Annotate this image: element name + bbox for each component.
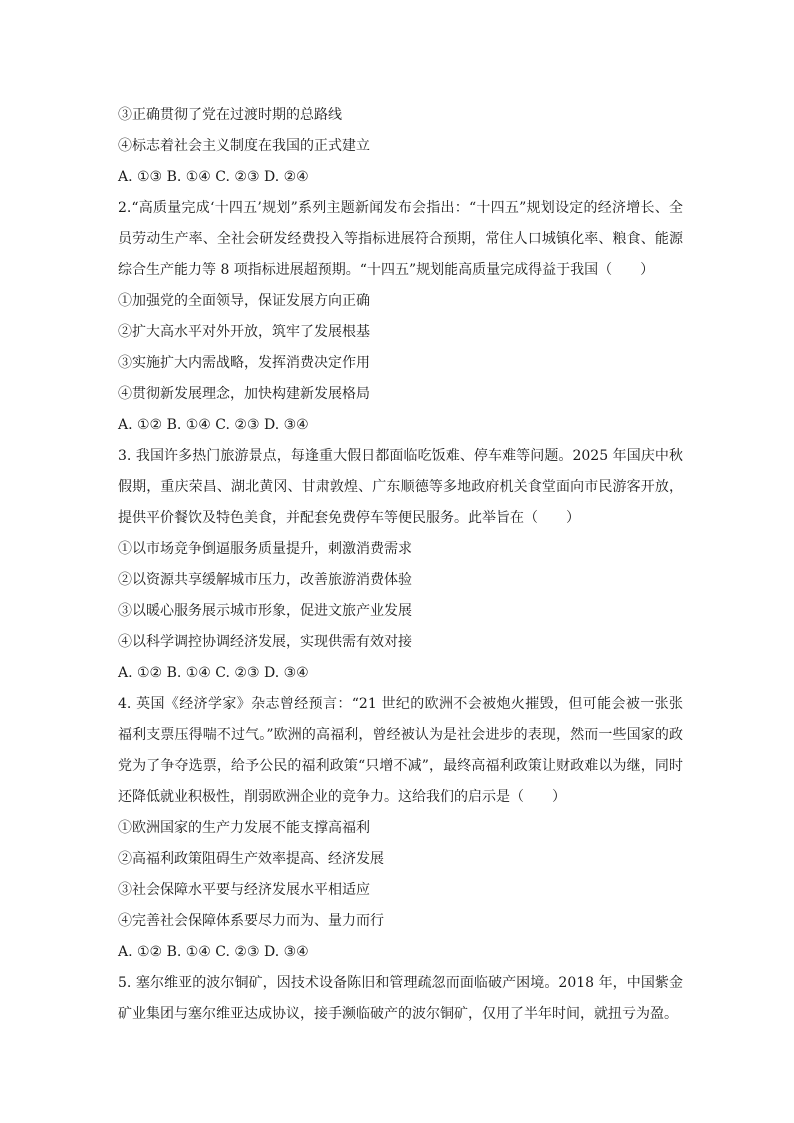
q3-option-4: ④以科学调控协调经济发展，实现供需有效对接	[118, 634, 412, 650]
q3-option-2: ②以资源共享缓解城市压力，改善旅游消费体验	[118, 572, 412, 588]
q1-answer-choices: A. ①③ B. ①④ C. ②③ D. ②④	[118, 169, 309, 185]
q4-option-1: ①欧洲国家的生产力发展不能支撑高福利	[118, 820, 370, 836]
q2-option-1: ①加强党的全面领导，保证发展方向正确	[118, 293, 370, 309]
q1-option-4: ④标志着社会主义制度在我国的正式建立	[118, 138, 370, 154]
question-5	[118, 968, 683, 1030]
exam-page	[118, 100, 683, 1030]
q3-option-1: ①以市场竞争倒逼服务质量提升，刺激消费需求	[118, 541, 412, 557]
question-1-tail	[118, 100, 683, 193]
q4-option-4: ④完善社会保障体系要尽力而为、量力而行	[118, 913, 384, 929]
q3-answer-choices: A. ①② B. ①④ C. ②③ D. ③④	[118, 665, 309, 681]
q2-stem: 2.“高质量完成‘十四五’规划”系列主题新闻发布会指出：“十四五”规划设定的经济增长、全员劳动生产率、全社会研发经费投入等指标进展符合预期，常住人口城镇化率、粮食、能源综合生产能力等 8 项指标进展超预期。“十四五”规划能高质量完成得益于我国（ ）	[118, 200, 683, 278]
q1-option-3: ③正确贯彻了党在过渡时期的总路线	[118, 107, 342, 123]
q2-option-4: ④贯彻新发展理念，加快构建新发展格局	[118, 386, 370, 402]
q4-stem: 4. 英国《经济学家》杂志曾经预言：“21 世纪的欧洲不会被炮火摧毁，但可能会被一张张福利支票压得喘不过气。”欧洲的高福利，曾经被认为是社会进步的表现，然而一些国家的政党为了争夺选票，给予公民的福利政策“只增不减”，最终高福利政策让财政难以为继，同时还降低就业积极性，削弱欧洲企业的竞争力。这给我们的启示是（ ）	[118, 696, 683, 805]
q2-option-2: ②扩大高水平对外开放，筑牢了发展根基	[118, 324, 370, 340]
q4-option-2: ②高福利政策阻碍生产效率提高、经济发展	[118, 851, 384, 867]
q3-stem: 3. 我国许多热门旅游景点，每逢重大假日都面临吃饭难、停车难等问题。2025 年国庆中秋假期，重庆荣昌、湖北黄冈、甘肃敦煌、广东顺德等多地政府机关食堂面向市民游客开放，提供平价餐饮及特色美食，并配套免费停车等便民服务。此举旨在（ ）	[118, 448, 683, 526]
q3-option-3: ③以暖心服务展示城市形象，促进文旅产业发展	[118, 603, 412, 619]
q2-answer-choices: A. ①② B. ①④ C. ②③ D. ③④	[118, 417, 309, 433]
question-4	[118, 689, 683, 968]
q4-option-3: ③社会保障水平要与经济发展水平相适应	[118, 882, 370, 898]
question-2	[118, 193, 683, 441]
q2-option-3: ③实施扩大内需战略，发挥消费决定作用	[118, 355, 370, 371]
q5-stem: 5. 塞尔维亚的波尔铜矿，因技术设备陈旧和管理疏忽而面临破产困境。2018 年，中国紫金矿业集团与塞尔维亚达成协议，接手濒临破产的波尔铜矿，仅用了半年时间，就扭亏为盈。	[118, 975, 683, 1022]
q4-answer-choices: A. ①② B. ①④ C. ②③ D. ③④	[118, 944, 309, 960]
question-3	[118, 441, 683, 689]
